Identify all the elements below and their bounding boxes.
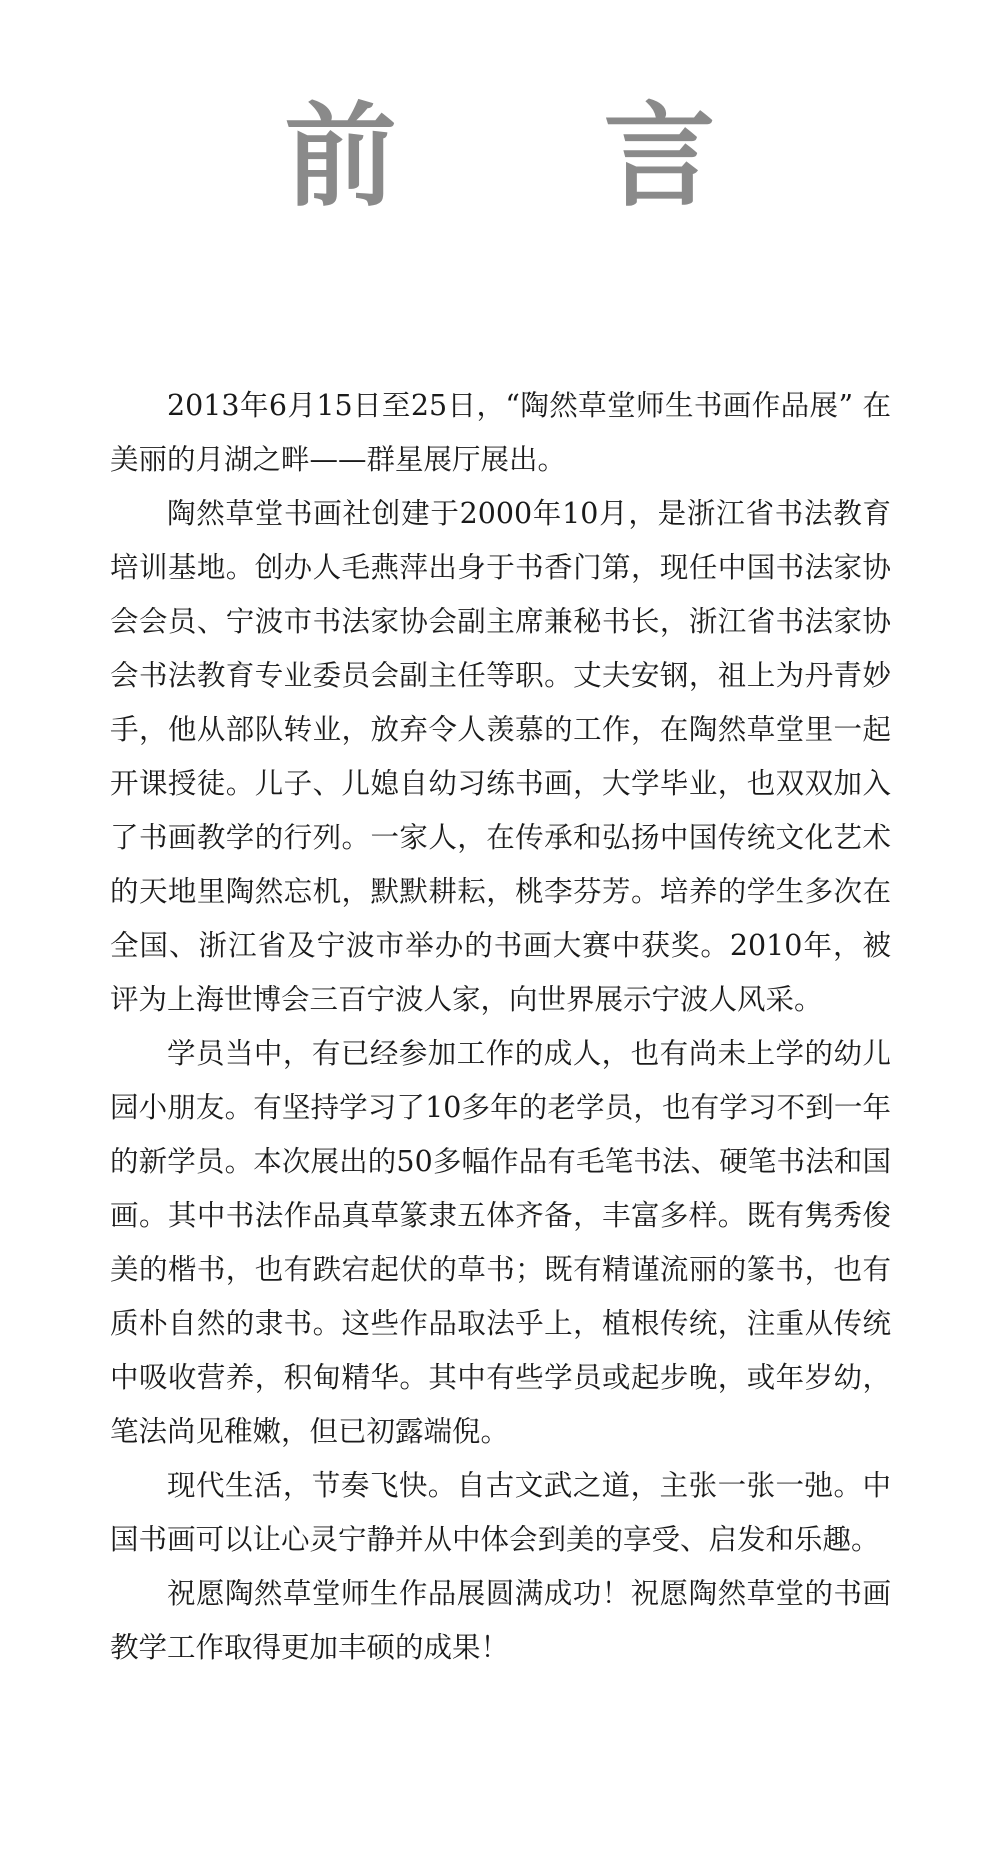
preface-body — [110, 379, 891, 1675]
page-title: 前 言 — [284, 91, 800, 222]
paragraph-students-works: 学员当中，有已经参加工作的成人，也有尚未上学的幼儿园小朋友。有坚持学习了10多年的老学员，也有学习不到一年的新学员。本次展出的50多幅作品有毛笔书法、硬笔书法和国画。其中书法作品真草篆隶五体齐备，丰富多样。既有隽秀俊美的楷书，也有跌宕起伏的草书；既有精谨流丽的篆书，也有质朴自然的隶书。这些作品取法乎上，植根传统，注重从传统中吸收营养，积甸精华。其中有些学员或起步晚，或年岁幼，笔法尚见稚嫩，但已初露端倪。 — [110, 1037, 891, 1448]
paragraph-wishes: 祝愿陶然草堂师生作品展圆满成功！祝愿陶然草堂的书画教学工作取得更加丰硕的成果！ — [110, 1577, 891, 1664]
paragraph-society-history: 陶然草堂书画社创建于2000年10月，是浙江省书法教育培训基地。创办人毛燕萍出身于书香门第，现任中国书法家协会会员、宁波市书法家协会副主席兼秘书长，浙江省书法家协会书法教育专业委员会副主任等职。丈夫安钢，祖上为丹青妙手，他从部队转业，放弃令人羡慕的工作，在陶然草堂里一起开课授徒。儿子、儿媳自幼习练书画，大学毕业，也双双加入了书画教学的行列。一家人，在传承和弘扬中国传统文化艺术的天地里陶然忘机，默默耕耘，桃李芬芳。培养的学生多次在全国、浙江省及宁波市举办的书画大赛中获奖。2010年，被评为上海世博会三百宁波人家，向世界展示宁波人风采。 — [110, 497, 891, 1016]
paragraph-modern-life: 现代生活，节奏飞快。自古文武之道，主张一张一弛。中国书画可以让心灵宁静并从中体会到美的享受、启发和乐趣。 — [110, 1469, 891, 1556]
paragraph-exhibition-intro: 2013年6月15日至25日，“陶然草堂师生书画作品展” 在美丽的月湖之畔——群星展厅展出。 — [110, 389, 891, 476]
